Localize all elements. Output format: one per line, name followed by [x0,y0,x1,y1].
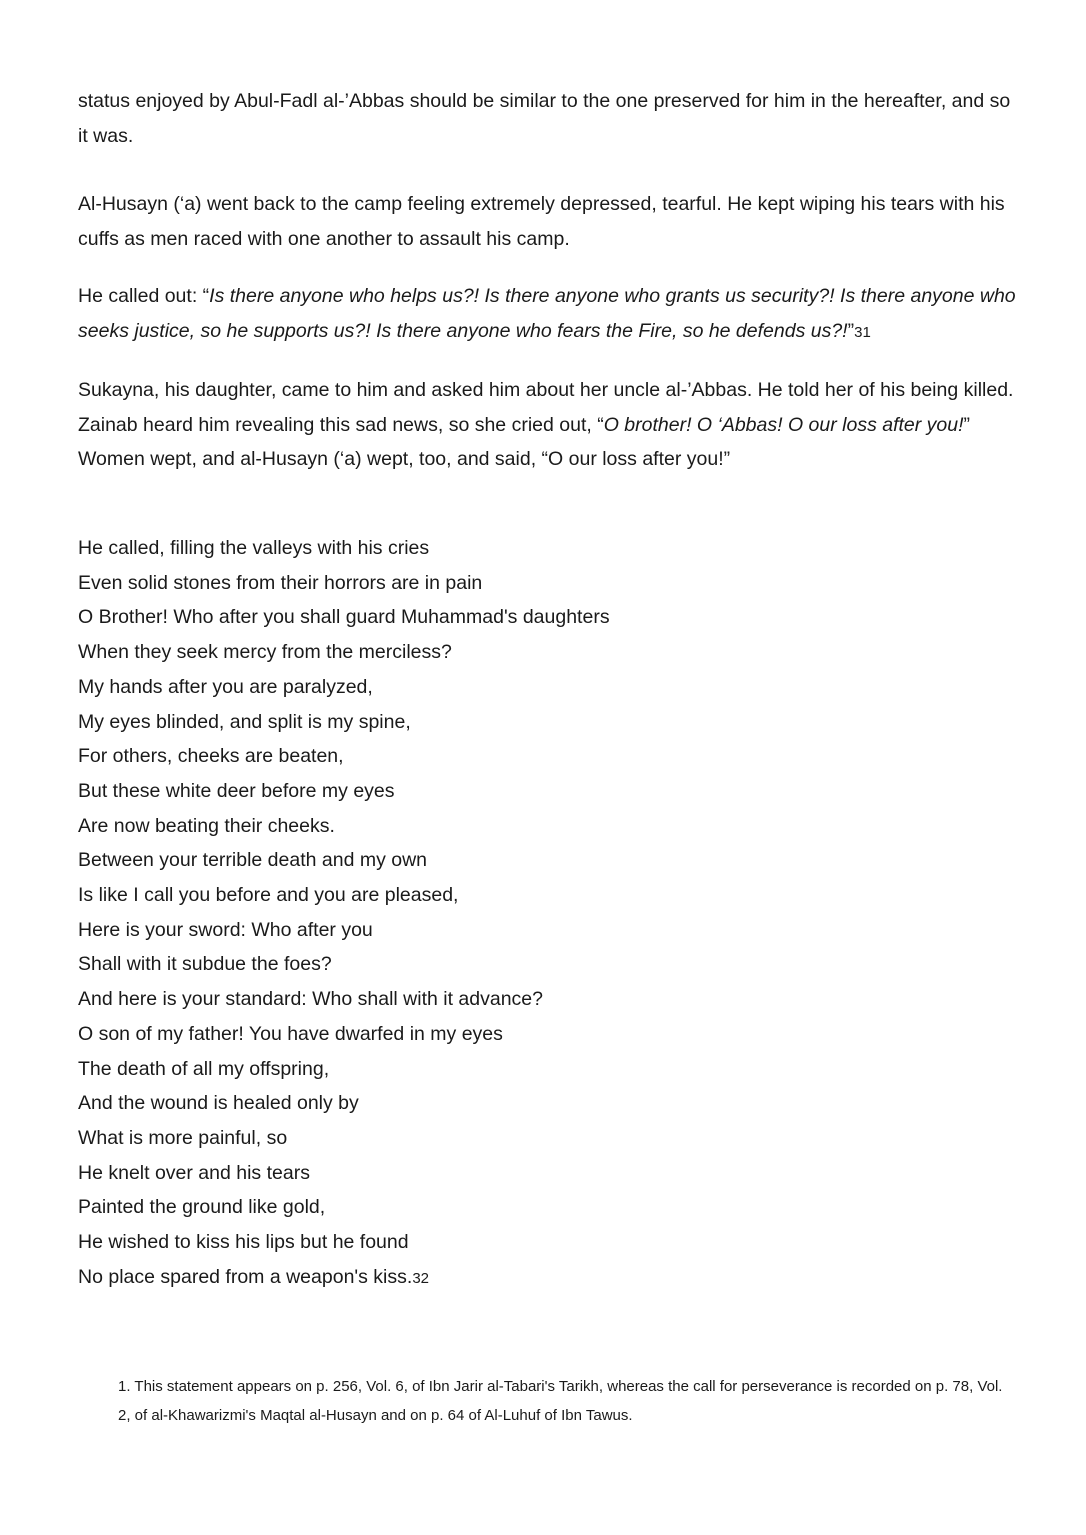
poem-line: And here is your standard: Who shall with it advance? [78,988,544,1011]
poem-line: My hands after you are paralyzed, [78,675,373,698]
sukayna-quote: O brother! O ‘Abbas! O our loss after you! [603,413,964,436]
poem-line-text: No place spared from a weapon's kiss. [78,1265,413,1288]
poem-line: Even solid stones from their horrors are in pain [78,571,483,594]
call-out-lead: He called out: “ [78,285,210,307]
poem-line: My eyes blinded, and split is my spine, [78,710,411,733]
poem-line: Between your terrible death and my own [78,849,428,872]
poem-line: But these white deer before my eyes [78,779,395,802]
poem-line: Shall with it subdue the foes? [78,953,332,976]
call-out-quote: Is there anyone who helps us?! Is there anyone who grants us security?! Is there anyone who seeks justice, so he supports us?! Is there anyone who fears the Fire, so he defends us?! [78,285,1016,342]
poem-line: Here is your sword: Who after you [78,918,373,941]
footnote-ref-31[interactable]: 31 [854,323,871,341]
poem-line: He wished to kiss his lips but he found [78,1231,409,1254]
poem-line: For others, cheeks are beaten, [78,745,344,768]
poem-line: And the wound is healed only by [78,1092,359,1115]
poem-line: Is like I call you before and you are pleased, [78,884,459,907]
sukayna-lead: Sukayna, his daughter, came to him and asked him about her uncle al-’Abbas. He told her of his being killed. Zainab heard him revealing this sad news, so she cried out, “ [78,379,1014,436]
paragraph-call-out [78,279,1018,350]
poem-line: He called, filling the valleys with his cries [78,537,430,559]
paragraph-status: status enjoyed by Abul-Fadl al-’Abbas should be similar to the one preserved for him in the hereafter, and so it was. [78,90,1011,147]
poem-line: Are now beating their cheeks. [78,814,335,837]
footnote: 1. This statement appears on p. 256, Vol. 6, of Ibn Jarir al-Tabari's Tarikh, whereas the call for perseverance is recorded on p. 78, Vol. 2, of al-Khawarizmi's Maqtal al-Husayn and on p. 64 of Al-Luhuf of Ibn Tawus. [118,1378,1003,1424]
poem [78,531,610,1296]
poem-line: The death of all my offspring, [78,1057,330,1080]
sukayna-tail: ” Women wept, and al-Husayn (‘a) wept, too, and said, “O our loss after you!” [78,413,971,470]
call-out-close: ” [847,319,855,342]
poem-line: He knelt over and his tears [78,1161,310,1184]
poem-line: O son of my father! You have dwarfed in my eyes [78,1022,503,1045]
poem-line: Painted the ground like gold, [78,1196,326,1219]
footnote-ref-32[interactable]: 32 [412,1269,429,1287]
poem-line-last [78,1260,610,1297]
poem-line: When they seek mercy from the merciless? [78,641,452,664]
paragraph-return-to-camp: Al-Husayn (‘a) went back to the camp feeling extremely depressed, tearful. He kept wiping his tears with his cuffs as men raced with one another to assault his camp. [78,193,1005,250]
main-text [78,84,1018,477]
poem-line: What is more painful, so [78,1126,288,1149]
poem-line: O Brother! Who after you shall guard Muhammad's daughters [78,606,610,629]
paragraph-sukayna [78,373,1018,477]
